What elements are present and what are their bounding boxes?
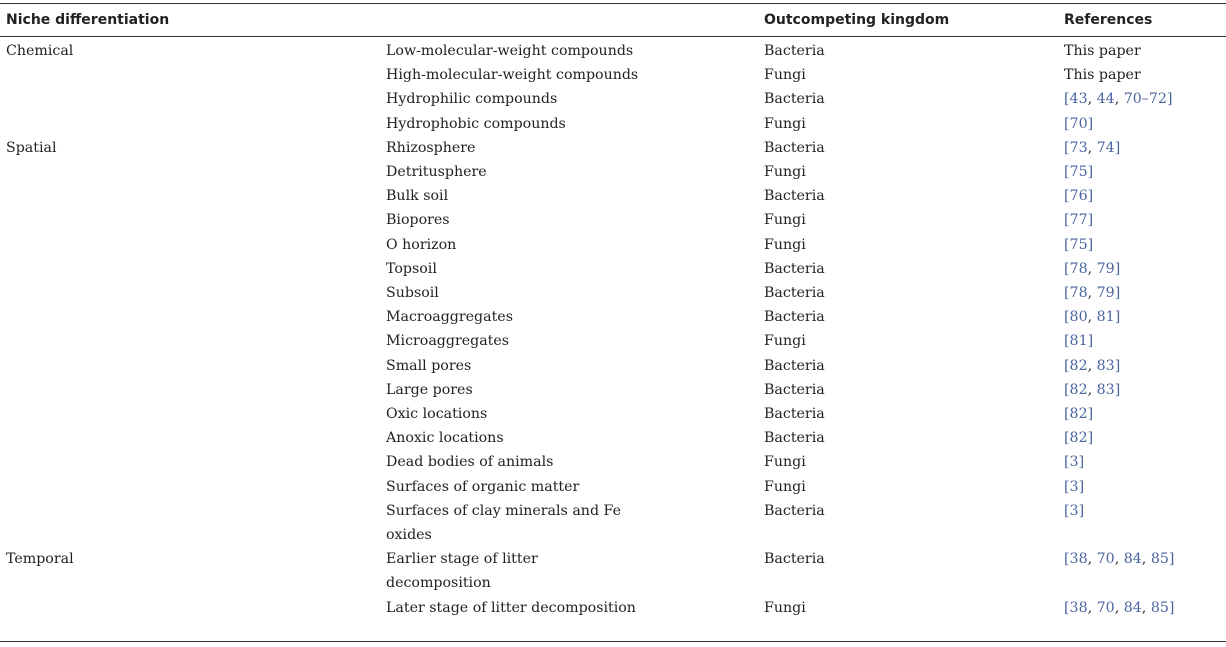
niche-item-cell: High-molecular-weight compounds [386, 67, 639, 84]
header-outcompeting-kingdom: Outcompeting kingdom [764, 12, 950, 28]
niche-group-cell [0, 378, 380, 402]
bracket-close: ] [1087, 430, 1094, 447]
reference-separator: , [1087, 91, 1097, 108]
bracket-open: [ [1064, 236, 1070, 253]
reference-link[interactable]: 84 [1123, 599, 1142, 616]
references-cell [1058, 378, 1226, 402]
niche-group-cell [0, 450, 380, 474]
table-body [0, 35, 1226, 620]
niche-group-cell [0, 257, 380, 281]
reference-link[interactable]: 81 [1096, 309, 1115, 326]
niche-item-cell: Topsoil [386, 260, 437, 277]
niche-item-cell: Later stage of litter decomposition [386, 599, 636, 616]
niche-item-cell: Hydrophilic compounds [386, 91, 558, 108]
niche-group-cell [0, 87, 380, 111]
bracket-close: ] [1087, 333, 1094, 350]
outcompeting-kingdom-cell: Bacteria [764, 139, 825, 156]
reference-link[interactable]: 82 [1069, 406, 1088, 423]
bracket-open: [ [1064, 164, 1070, 181]
reference-link[interactable]: 75 [1069, 236, 1088, 253]
bracket-open: [ [1064, 212, 1070, 229]
reference-separator: , [1141, 599, 1151, 616]
niche-item-cell: Detritusphere [386, 164, 487, 181]
outcompeting-kingdom-cell: Bacteria [764, 406, 825, 423]
niche-group-cell [0, 475, 380, 499]
table-row [0, 547, 1226, 595]
niche-group-cell [0, 354, 380, 378]
outcompeting-kingdom-cell: Fungi [764, 115, 806, 132]
reference-separator: , [1087, 285, 1097, 302]
niche-item-cell: Low-molecular-weight compounds [386, 43, 634, 59]
bracket-close: ] [1078, 478, 1085, 495]
reference-link[interactable]: 78 [1069, 260, 1088, 277]
niche-group-cell [0, 112, 380, 136]
table-row [0, 596, 1226, 620]
bracket-open: [ [1064, 381, 1070, 398]
niche-item-cell: Large pores [386, 381, 473, 398]
bracket-open: [ [1064, 502, 1070, 519]
outcompeting-kingdom-cell: Fungi [764, 454, 806, 471]
niche-item-cell: Oxic locations [386, 406, 488, 423]
table-row [0, 87, 1226, 111]
niche-group-cell [0, 184, 380, 208]
references-cell [1058, 208, 1226, 232]
reference-link[interactable]: 77 [1069, 212, 1088, 229]
bracket-close: ] [1168, 599, 1175, 616]
niche-item-cell: Hydrophobic compounds [386, 115, 566, 132]
references-cell: This paper [1064, 43, 1141, 59]
table-row [0, 257, 1226, 281]
niche-item-cell: Small pores [386, 357, 472, 374]
niche-group-cell [0, 305, 380, 329]
reference-link[interactable]: 85 [1150, 551, 1169, 568]
references-cell [1058, 281, 1226, 305]
reference-link[interactable]: 83 [1096, 357, 1115, 374]
reference-link[interactable]: 70 [1069, 115, 1088, 132]
reference-separator: , [1087, 260, 1097, 277]
bracket-close: ] [1087, 236, 1094, 253]
outcompeting-kingdom-cell: Fungi [764, 333, 806, 350]
niche-item-cell: Surfaces of organic matter [386, 478, 580, 495]
niche-differentiation-table [0, 5, 1226, 620]
bracket-close: ] [1087, 115, 1094, 132]
reference-link[interactable]: 80 [1069, 309, 1088, 326]
reference-link[interactable]: 85 [1150, 599, 1169, 616]
niche-group-cell: Temporal [6, 551, 74, 568]
reference-link[interactable]: 3 [1069, 478, 1079, 495]
table-row [0, 305, 1226, 329]
references-cell [1058, 450, 1226, 474]
bracket-close: ] [1166, 91, 1173, 108]
references-cell [1058, 257, 1226, 281]
table-row [0, 329, 1226, 353]
table-row [0, 233, 1226, 257]
bracket-close: ] [1114, 285, 1121, 302]
outcompeting-kingdom-cell: Fungi [764, 478, 806, 495]
bracket-close: ] [1087, 188, 1094, 205]
references-cell [1058, 402, 1226, 426]
outcompeting-kingdom-cell: Bacteria [764, 260, 825, 277]
niche-item-line: Earlier stage of litter [386, 551, 538, 568]
outcompeting-kingdom-cell: Bacteria [764, 430, 825, 447]
reference-separator: , [1141, 551, 1151, 568]
niche-item-cell: Bulk soil [386, 188, 449, 205]
table-row [0, 208, 1226, 232]
outcompeting-kingdom-cell: Fungi [764, 599, 806, 616]
references-cell [1058, 547, 1226, 595]
outcompeting-kingdom-cell: Bacteria [764, 357, 825, 374]
table-row [0, 184, 1226, 208]
niche-item-line: Surfaces of clay minerals and Fe [386, 502, 621, 519]
niche-item-line: decomposition [386, 575, 491, 592]
niche-group-cell [0, 233, 380, 257]
outcompeting-kingdom-cell: Bacteria [764, 551, 825, 568]
niche-group-cell [0, 63, 380, 87]
bracket-open: [ [1064, 260, 1070, 277]
reference-link[interactable]: 79 [1096, 285, 1115, 302]
reference-separator: , [1087, 139, 1097, 156]
outcompeting-kingdom-cell: Bacteria [764, 309, 825, 326]
reference-link[interactable]: 74 [1096, 139, 1115, 156]
reference-link[interactable]: 70 [1096, 551, 1115, 568]
bracket-close: ] [1087, 406, 1094, 423]
bracket-close: ] [1087, 212, 1094, 229]
reference-link[interactable]: 75 [1069, 164, 1088, 181]
references-cell [1058, 426, 1226, 450]
references-cell [1058, 87, 1226, 111]
bracket-open: [ [1064, 188, 1070, 205]
reference-separator: , [1114, 599, 1124, 616]
references-cell [1058, 329, 1226, 353]
niche-group-cell [0, 499, 380, 547]
bracket-open: [ [1064, 285, 1070, 302]
references-cell [1058, 499, 1226, 547]
reference-link[interactable]: 83 [1096, 381, 1115, 398]
table-row [0, 378, 1226, 402]
reference-link[interactable]: 78 [1069, 285, 1088, 302]
reference-link[interactable]: 3 [1069, 454, 1079, 471]
reference-link[interactable]: 79 [1096, 260, 1115, 277]
table-row [0, 281, 1226, 305]
reference-link[interactable]: 3 [1069, 502, 1079, 519]
table-row [0, 160, 1226, 184]
niche-item-line: oxides [386, 527, 432, 544]
niche-item-cell: Subsoil [386, 285, 439, 302]
reference-separator: , [1087, 599, 1097, 616]
bracket-close: ] [1114, 139, 1121, 156]
table-row [0, 354, 1226, 378]
header-niche-differentiation: Niche differentiation [6, 12, 170, 28]
reference-link[interactable]: 82 [1069, 381, 1088, 398]
header-references: References [1064, 12, 1153, 28]
header-row [0, 5, 1226, 35]
niche-group-cell [0, 402, 380, 426]
bracket-close: ] [1114, 381, 1121, 398]
niche-item-cell [380, 547, 758, 595]
bracket-open: [ [1064, 430, 1070, 447]
table-row [0, 63, 1226, 87]
bracket-close: ] [1168, 551, 1175, 568]
bracket-open: [ [1064, 551, 1070, 568]
reference-separator: , [1087, 551, 1097, 568]
outcompeting-kingdom-cell: Fungi [764, 67, 806, 84]
reference-link[interactable]: 76 [1069, 188, 1088, 205]
references-cell [1058, 160, 1226, 184]
outcompeting-kingdom-cell: Bacteria [764, 285, 825, 302]
references-cell [1058, 136, 1226, 160]
bracket-close: ] [1114, 357, 1121, 374]
bracket-open: [ [1064, 333, 1070, 350]
niche-item-cell: Microaggregates [386, 333, 510, 350]
niche-group-cell [0, 208, 380, 232]
niche-item-cell: Macroaggregates [386, 309, 513, 326]
reference-link[interactable]: 82 [1069, 430, 1088, 447]
niche-group-cell [0, 160, 380, 184]
table-row [0, 112, 1226, 136]
references-cell [1058, 184, 1226, 208]
references-cell [1058, 233, 1226, 257]
table-top-rule [0, 3, 1226, 4]
niche-group-cell [0, 426, 380, 450]
table-row [0, 426, 1226, 450]
header-item [380, 5, 758, 35]
reference-separator: , [1087, 357, 1097, 374]
table-row [0, 499, 1226, 547]
references-cell [1058, 305, 1226, 329]
bracket-close: ] [1078, 454, 1085, 471]
niche-group-cell [0, 596, 380, 620]
references-cell [1058, 354, 1226, 378]
references-cell: This paper [1064, 67, 1141, 84]
niche-group-cell: Spatial [6, 139, 57, 156]
reference-link[interactable]: 43 [1069, 91, 1088, 108]
outcompeting-kingdom-cell: Fungi [764, 212, 806, 229]
references-cell [1058, 475, 1226, 499]
bracket-open: [ [1064, 115, 1070, 132]
niche-item-cell: Anoxic locations [386, 430, 504, 447]
outcompeting-kingdom-cell: Bacteria [764, 188, 825, 205]
reference-separator: , [1114, 551, 1124, 568]
reference-link[interactable]: 81 [1069, 333, 1088, 350]
reference-separator: , [1087, 381, 1097, 398]
bracket-open: [ [1064, 454, 1070, 471]
outcompeting-kingdom-cell: Bacteria [764, 502, 825, 519]
bracket-open: [ [1064, 309, 1070, 326]
outcompeting-kingdom-cell: Bacteria [764, 381, 825, 398]
reference-link[interactable]: 82 [1069, 357, 1088, 374]
reference-link[interactable]: 84 [1123, 551, 1142, 568]
bracket-open: [ [1064, 599, 1070, 616]
outcompeting-kingdom-cell: Fungi [764, 164, 806, 181]
niche-item-cell [380, 499, 758, 547]
niche-group-cell [0, 329, 380, 353]
bracket-close: ] [1078, 502, 1085, 519]
bracket-open: [ [1064, 478, 1070, 495]
table-header [0, 5, 1226, 35]
reference-separator: , [1087, 309, 1097, 326]
niche-item-cell: O horizon [386, 236, 457, 253]
table-row [0, 450, 1226, 474]
bracket-open: [ [1064, 91, 1070, 108]
table-row [0, 136, 1226, 160]
table-row [0, 35, 1226, 63]
bracket-open: [ [1064, 406, 1070, 423]
reference-link[interactable]: 70–72 [1123, 91, 1167, 108]
bracket-open: [ [1064, 357, 1070, 374]
reference-link[interactable]: 70 [1096, 599, 1115, 616]
niche-item-cell: Biopores [386, 212, 450, 229]
table-row [0, 402, 1226, 426]
table-bottom-rule [0, 641, 1226, 642]
table-row [0, 475, 1226, 499]
reference-link[interactable]: 73 [1069, 139, 1088, 156]
niche-group-cell [0, 281, 380, 305]
reference-link[interactable]: 38 [1069, 551, 1088, 568]
bracket-close: ] [1114, 260, 1121, 277]
outcompeting-kingdom-cell: Bacteria [764, 43, 825, 59]
references-cell [1058, 112, 1226, 136]
reference-separator: , [1114, 91, 1124, 108]
bracket-close: ] [1087, 164, 1094, 181]
reference-link[interactable]: 44 [1096, 91, 1115, 108]
niche-item-cell: Rhizosphere [386, 139, 476, 156]
references-cell [1058, 596, 1226, 620]
reference-link[interactable]: 38 [1069, 599, 1088, 616]
niche-item-cell: Dead bodies of animals [386, 454, 554, 471]
niche-group-cell: Chemical [6, 43, 74, 59]
outcompeting-kingdom-cell: Fungi [764, 236, 806, 253]
bracket-close: ] [1114, 309, 1121, 326]
bracket-open: [ [1064, 139, 1070, 156]
outcompeting-kingdom-cell: Bacteria [764, 91, 825, 108]
